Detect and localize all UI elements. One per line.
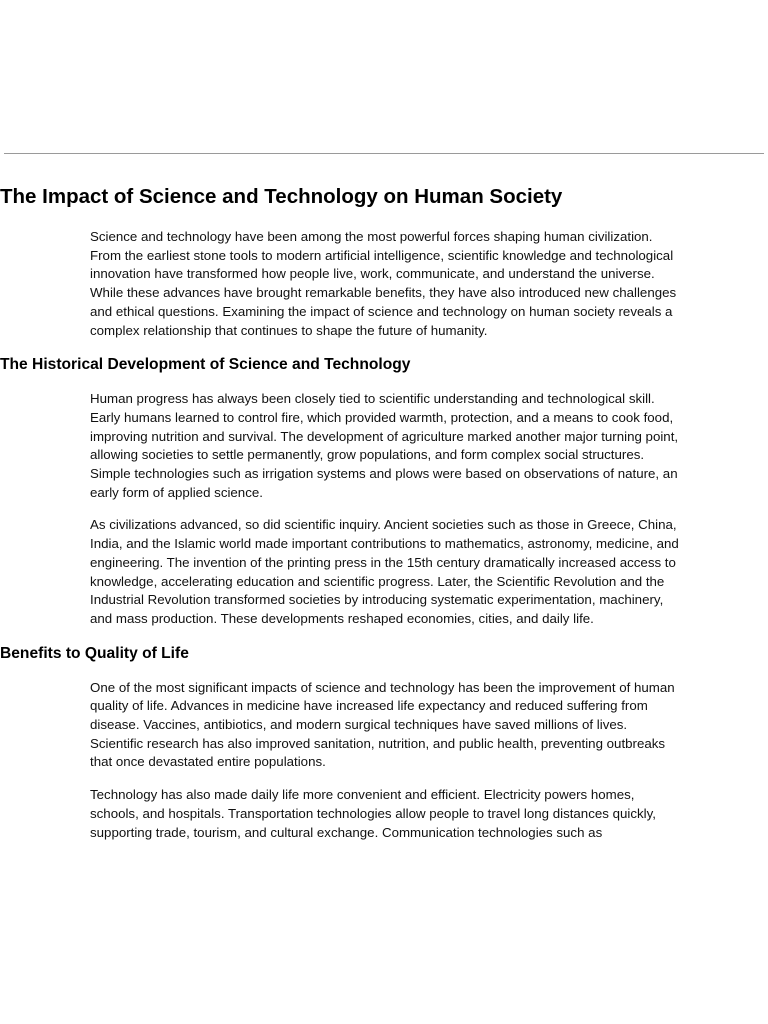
horizontal-divider xyxy=(4,153,764,154)
section-heading-benefits: Benefits to Quality of Life xyxy=(0,644,189,662)
benefits-paragraph-2: Technology has also made daily life more convenient and efficient. Electricity powers homes, schools, and hospitals. Transportation technologies allow people to travel long distances quickly, supporting trade, tourism, and cultural exchange. Communication technologies such as xyxy=(90,787,656,840)
benefits-paragraph-1: One of the most significant impacts of science and technology has been the improvement of human quality of life. Advances in medicine have increased life expectancy and reduced suffering from disease. Vaccines, antibiotics, and modern surgical techniques have saved millions of lives. Scientific research has also improved sanitation, nutrition, and public health, preventing outbreaks that once devastated entire populations. xyxy=(90,679,675,770)
intro-paragraph: Science and technology have been among the most powerful forces shaping human civilization. From the earliest stone tools to modern artificial intelligence, scientific knowledge and technological innovation have transformed how people live, work, communicate, and understand the universe. While these advances have brought remarkable benefits, they have also introduced new challenges and ethical questions. Examining the impact of science and technology on human society reveals a complex relationship that continues to shape the future of humanity. xyxy=(90,229,677,338)
history-paragraph-1: Human progress has always been closely tied to scientific understanding and technological skill. Early humans learned to control fire, which provided warmth, protection, and a means to cook food, improving nutrition and survival. The development of agriculture marked another major turning point, allowing societies to settle permanently, grow populations, and form complex social structures. Simple technologies such as irrigation systems and plows were based on observations of nature, an early form of applied science. xyxy=(90,391,679,500)
section-heading-history: The Historical Development of Science and Technology xyxy=(0,356,411,374)
history-paragraph-2: As civilizations advanced, so did scientific inquiry. Ancient societies such as those in Greece, China, India, and the Islamic world made important contributions to mathematics, astronomy, medicine, and engineering. The invention of the printing press in the 15th century dramatically increased access to knowledge, accelerating education and scientific progress. Later, the Scientific Revolution and the Industrial Revolution transformed societies by introducing systematic experimentation, machinery, and mass production. These developments reshaped economies, cities, and daily life. xyxy=(90,517,679,626)
article-title: The Impact of Science and Technology on Human Society xyxy=(0,185,563,208)
article xyxy=(0,183,768,856)
